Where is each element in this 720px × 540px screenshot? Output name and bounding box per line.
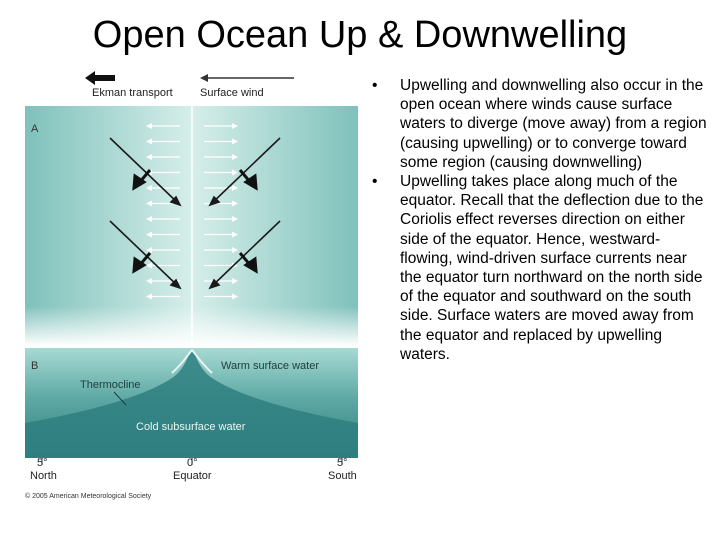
- equator-label: Equator: [173, 470, 212, 482]
- south-label: South: [328, 470, 357, 482]
- bullet-item: [370, 76, 710, 172]
- bullet-symbol: •: [372, 173, 378, 191]
- bullet-text: Upwelling takes place along much of the equator. Recall that the deflection due to the Coriolis effect reverses direction on either side of the equator. Hence, westward-flowing, wind-driven surface currents near the equator turn northward on the north side of the equator and southward on the south side. Surface waters are moved away from the equator and replaced by upwelling waters.: [400, 173, 704, 363]
- bullet-symbol: •: [372, 77, 378, 94]
- bullet-item: [370, 172, 710, 364]
- north-label: North: [30, 470, 57, 482]
- south-degree: 5°: [337, 457, 348, 469]
- bullet-text: Upwelling and downwelling also occur in the open ocean where winds cause surface waters to diverge (move away) from a region (causing upwelling) or to converge toward some region (causing downwelling): [400, 77, 707, 171]
- panel-a-label: A: [31, 123, 39, 135]
- warm-water-label: Warm surface water: [221, 360, 320, 372]
- thermocline-label: Thermocline: [80, 379, 141, 391]
- surface-wind-label: Surface wind: [200, 87, 264, 99]
- ekman-legend: [85, 71, 115, 85]
- cold-water-label: Cold subsurface water: [136, 421, 246, 433]
- copyright-text: © 2005 American Meteorological Society: [25, 493, 152, 500]
- bullet-list: [370, 76, 710, 364]
- north-degree: 5°: [37, 457, 48, 469]
- slide-title: Open Ocean Up & Downwelling: [92, 14, 628, 56]
- upwelling-figure: [22, 68, 362, 503]
- panel-b-label: B: [31, 360, 39, 372]
- wind-legend: [200, 74, 294, 82]
- upwelling-diagram: [22, 68, 362, 503]
- ekman-transport-label: Ekman transport: [92, 87, 173, 99]
- equator-degree: 0°: [187, 457, 198, 469]
